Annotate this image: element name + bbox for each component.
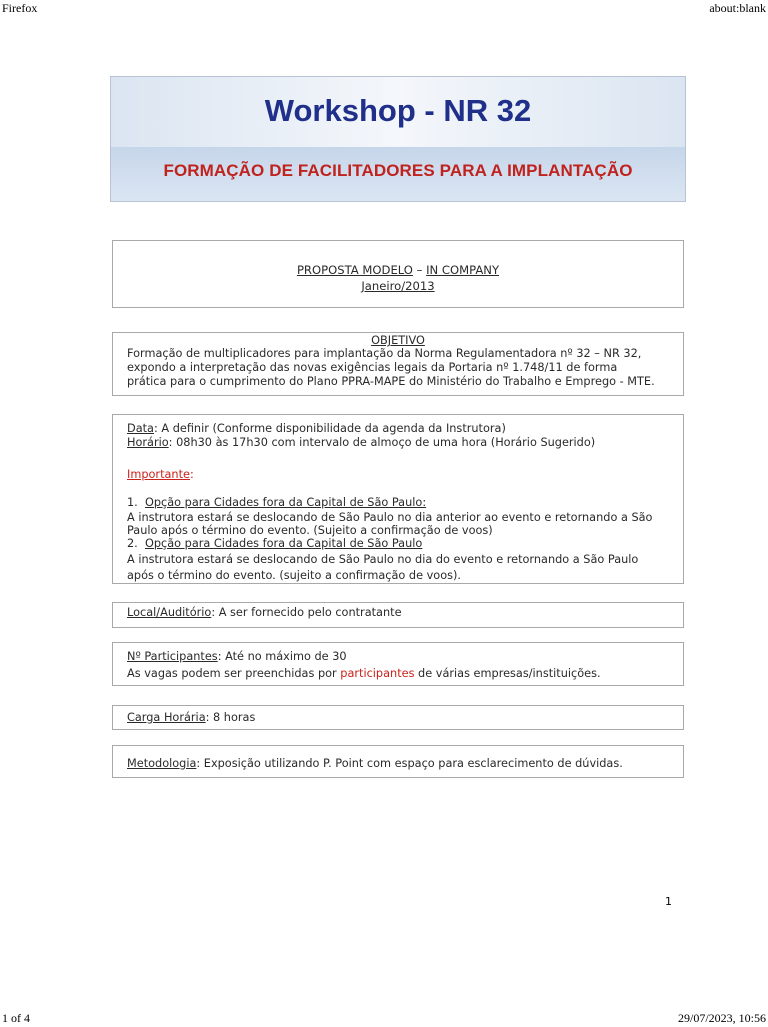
schedule-box <box>112 414 684 584</box>
time-line <box>127 436 595 449</box>
important-line <box>127 468 194 481</box>
participants-label: Nº Participantes <box>127 650 218 663</box>
important-label: Importante <box>127 468 190 481</box>
print-footer <box>0 1011 768 1027</box>
proposal-box <box>112 240 684 308</box>
option1-line: A instrutora estará se deslocando de São Paulo no dia anterior ao evento e retornando a São <box>127 511 653 524</box>
location-label: Local/Auditório <box>127 606 212 619</box>
option2-title-line <box>127 537 422 550</box>
objective-box <box>112 332 684 396</box>
proposal-separator: – <box>412 263 427 277</box>
methodology-line <box>127 757 623 770</box>
location-value: : A ser fornecido pelo contratante <box>211 606 402 619</box>
proposal-heading <box>113 263 683 277</box>
workshop-banner <box>110 76 686 202</box>
workload-value: : 8 horas <box>205 711 256 724</box>
print-header <box>0 1 768 17</box>
option2-line: A instrutora estará se deslocando de São Paulo no dia do evento e retornando a São Paulo <box>127 553 639 566</box>
option2-line: após o término do evento. (sujeito a confirmação de voos). <box>127 569 461 582</box>
workload-label: Carga Horária <box>127 711 206 724</box>
objective-heading: OBJETIVO <box>371 334 425 347</box>
methodology-value: : Exposição utilizando P. Point com espaço para esclarecimento de dúvidas. <box>196 757 623 770</box>
participants-value: : Até no máximo de 30 <box>217 650 347 663</box>
time-value: : 08h30 às 17h30 com intervalo de almoço de uma hora (Horário Sugerido) <box>168 436 596 449</box>
date-line <box>127 422 506 435</box>
page-number: 1 <box>665 895 672 908</box>
proposal-type: PROPOSTA MODELO <box>296 263 413 277</box>
methodology-box <box>112 745 684 778</box>
page-indicator: 1 of 4 <box>2 1011 30 1025</box>
time-label: Horário <box>127 436 169 449</box>
proposal-mode: IN COMPANY <box>426 263 500 277</box>
option2-title: Opção para Cidades fora da Capital de São Paulo <box>144 537 423 550</box>
workload-line <box>127 711 255 724</box>
location-box <box>112 602 684 628</box>
print-timestamp: 29/07/2023, 10:56 <box>677 1011 766 1025</box>
participants-highlight: participantes <box>340 667 415 680</box>
objective-line: prática para o cumprimento do Plano PPRA-MAPE do Ministério do Trabalho e Emprego - MTE. <box>127 375 655 388</box>
participants-line <box>127 650 347 663</box>
workload-box <box>112 705 684 730</box>
banner-subtitle: FORMAÇÃO DE FACILITADORES PARA A IMPLANTAÇÃO <box>163 161 633 180</box>
methodology-label: Metodologia <box>127 757 197 770</box>
location-line <box>127 606 402 619</box>
banner-title: Workshop - NR 32 <box>264 93 532 128</box>
option1-title: Opção para Cidades fora da Capital de São Paulo: <box>144 496 427 509</box>
proposal-date: Janeiro/2013 <box>361 279 435 293</box>
option2-number: 2. <box>127 537 138 550</box>
option1-line: Paulo após o término do evento. (Sujeito a confirmação de voos) <box>127 524 493 537</box>
important-colon: : <box>189 468 194 481</box>
participants-note-end: de várias empresas/instituições. <box>414 667 601 680</box>
browser-name: Firefox <box>2 1 38 15</box>
participants-note-start: As vagas podem ser preenchidas por <box>127 667 341 680</box>
option1-title-line <box>127 496 426 509</box>
date-value: : A definir (Conforme disponibilidade da agenda da Instrutora) <box>153 422 506 435</box>
page-url: about:blank <box>709 1 766 15</box>
option1-number: 1. <box>127 496 138 509</box>
date-label: Data <box>127 422 154 435</box>
objective-line: Formação de multiplicadores para implantação da Norma Regulamentadora nº 32 – NR 32, <box>127 347 642 360</box>
participants-box <box>112 642 684 686</box>
objective-line: expondo a interpretação das novas exigências legais da Portaria nº 1.748/11 de forma <box>127 361 618 374</box>
participants-note <box>127 667 601 680</box>
